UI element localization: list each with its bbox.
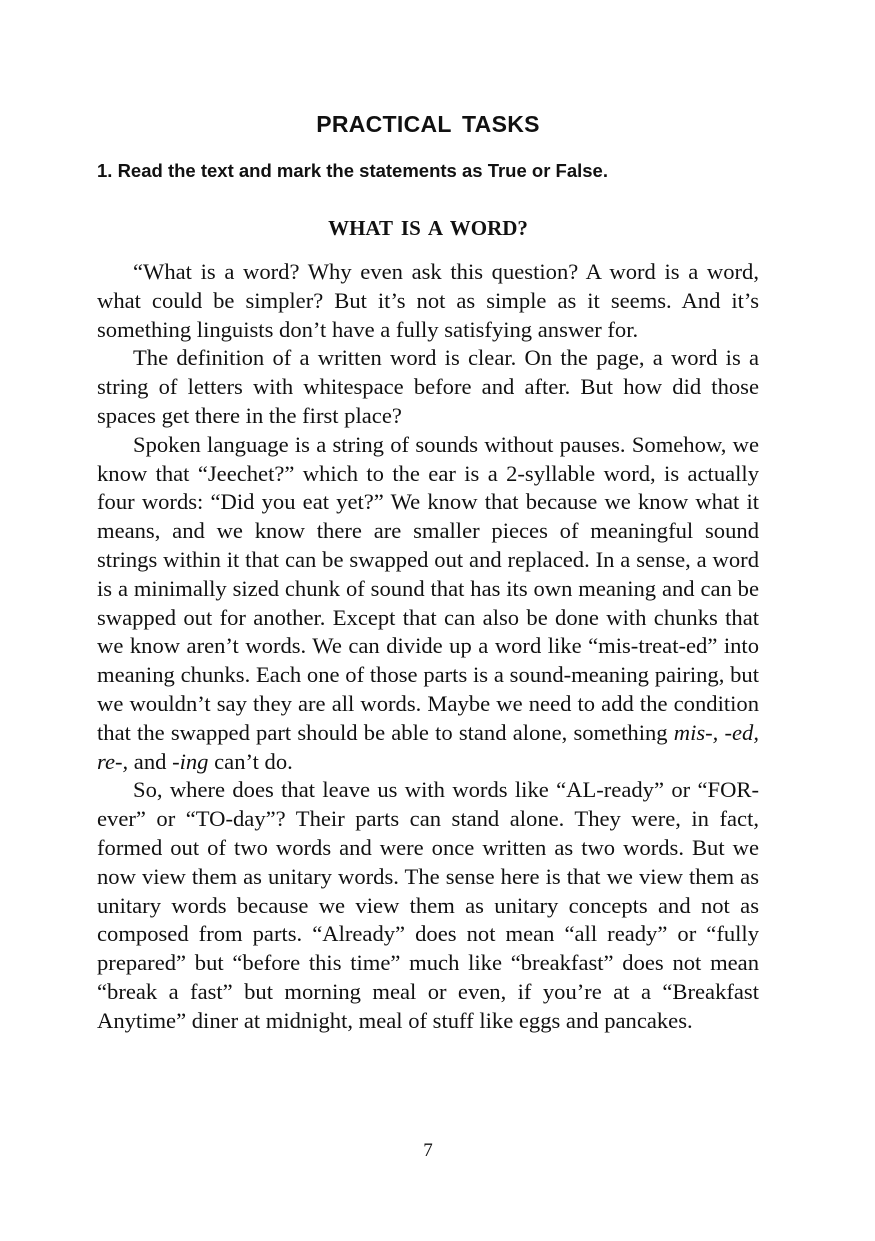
paragraph-3-italic-suffix: -ing: [172, 748, 209, 774]
paragraph-4: So, where does that leave us with words like “AL-ready” or “FOR-ever” or “TO-day”? Their parts can stand alone. They were, in fact, formed out of two words and were once written as two words. But we now view them as unitary words. The sense here is that we view them as unitary words because we view them as unitary concepts and not as composed from parts. “Already” does not mean “all ready” or “fully prepared” but “before this time” much like “breakfast” does not mean “break a fast” but morning meal or even, if you’re at a “Breakfast Anytime” diner at midnight, meal of stuff like eggs and pancakes.: [97, 777, 759, 1033]
body-text: [97, 258, 759, 1036]
section-heading: PRACTICAL TASKS: [316, 111, 540, 137]
paragraph-3: [97, 431, 759, 777]
paragraph-2: The definition of a written word is clear. On the page, a word is a string of letters with whitespace before and after. But how did those spaces get there in the first place?: [97, 345, 759, 428]
paragraph-1: “What is a word? Why even ask this question? A word is a word, what could be simpler? But it’s not as simple as it seems. And it’s something linguists don’t have a fully satisfying answer for.: [97, 259, 759, 342]
paragraph-3-middle: and: [128, 748, 173, 774]
page-number: 7: [423, 1140, 433, 1161]
text-title: WHAT IS A WORD?: [328, 216, 528, 240]
task-instruction: 1. Read the text and mark the statements as True or False.: [97, 160, 608, 181]
paragraph-3-end: can’t do.: [208, 748, 293, 774]
paragraph-3-italic-prefixes: mis-, -ed, re-,: [97, 719, 759, 774]
paragraph-3-start: Spoken language is a string of sounds without pauses. Somehow, we know that “Jeechet?” which to the ear is a 2-syllable word, is actually four words: “Did you eat yet?” We know that because we know what it means, and we know there are smaller pieces of meaningful sound strings within it that can be swapped out and replaced. In a sense, a word is a minimally sized chunk of sound that has its own meaning and can be swapped out for another. Except that can also be done with chunks that we know aren’t words. We can divide up a word like “mis-treat-ed” into meaning chunks. Each one of those parts is a sound-meaning pairing, but we wouldn’t say they are all words. Maybe we need to add the condition that the swapped part should be able to stand alone, something: [97, 431, 759, 745]
